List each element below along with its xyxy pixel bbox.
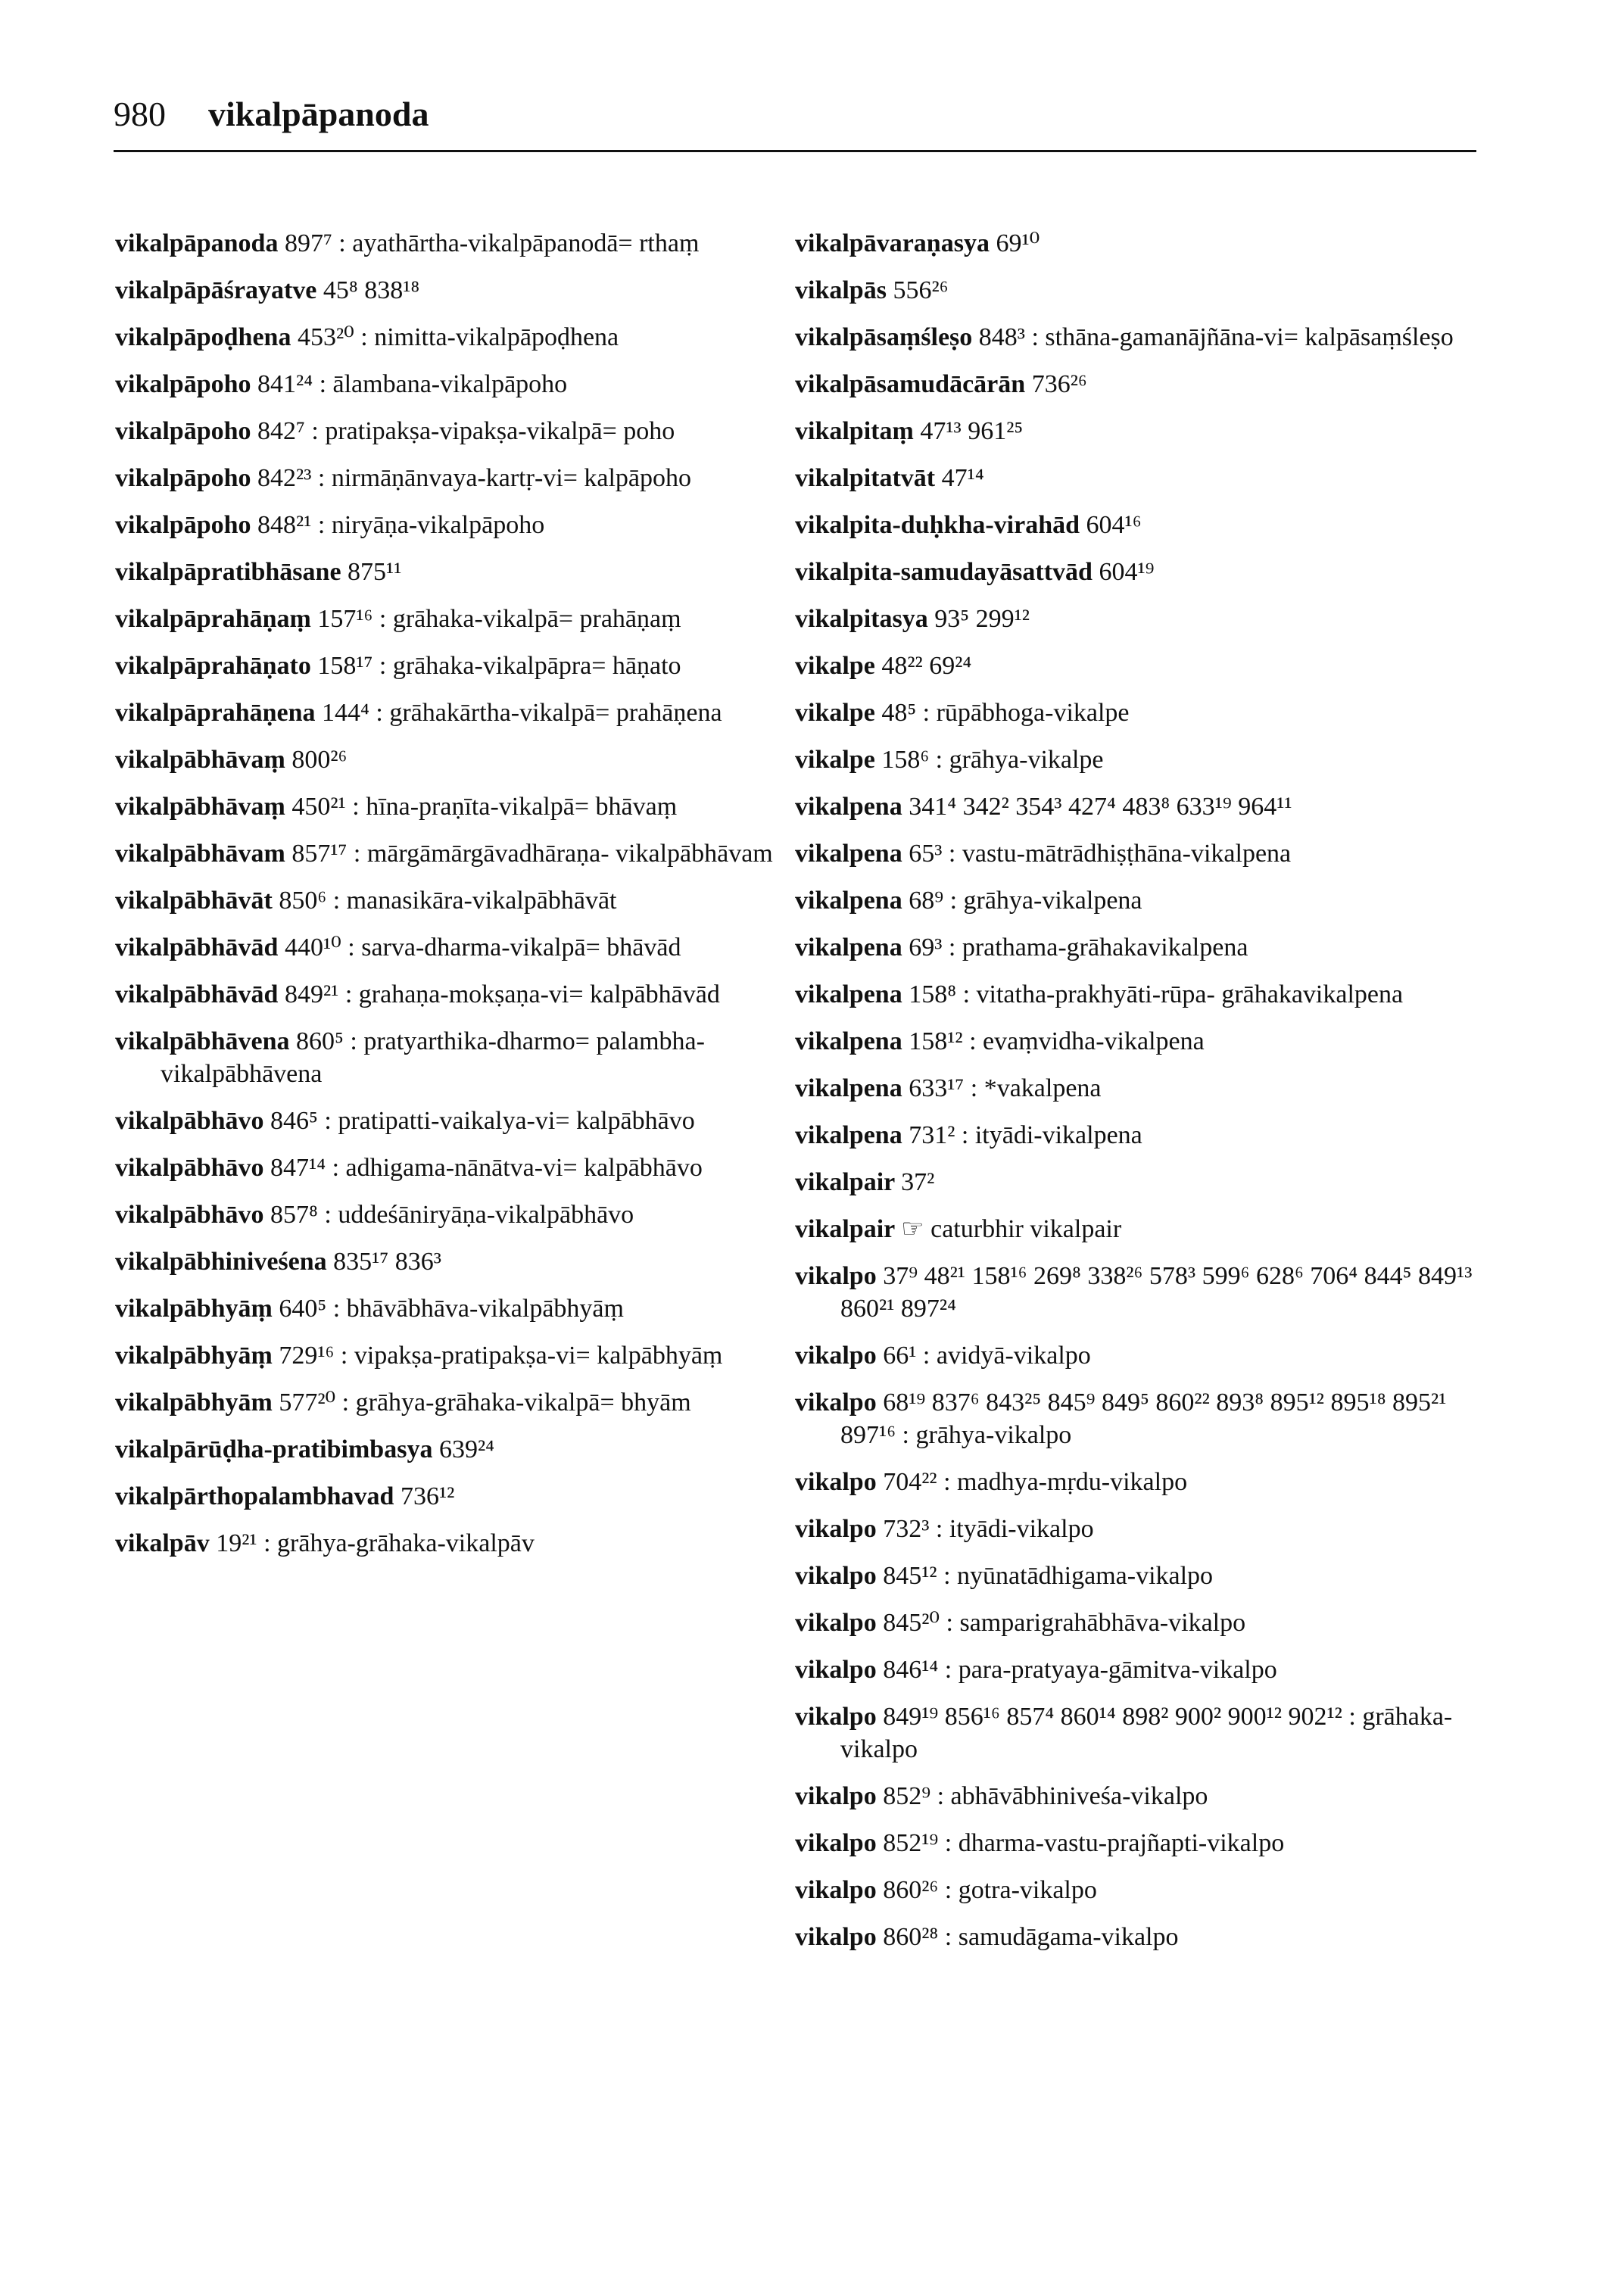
entry-reference: 846⁵ : pratipatti-vaikalya-vi= kalpābhāvo: [270, 1107, 695, 1135]
entry-reference: 157¹⁶ : grāhaka-vikalpā= prahāṇaṃ: [317, 605, 681, 633]
entry-headword: vikalpāsaṃśleṣo: [795, 323, 973, 351]
index-entry: [795, 1260, 1492, 1325]
entry-headword: vikalpāprahāṇato: [115, 652, 311, 680]
index-entry: [795, 790, 1492, 823]
entry-headword: vikalpena: [795, 933, 902, 962]
entry-headword: vikalpāprahāṇaṃ: [115, 605, 311, 633]
entry-reference: 704²² : madhya-mṛdu-vikalpo: [883, 1468, 1188, 1496]
index-entry: [115, 790, 796, 823]
index-entry: [115, 1025, 796, 1090]
entry-reference: 69¹⁰: [996, 229, 1040, 257]
entry-headword: vikalpārthopalambhavad: [115, 1482, 394, 1510]
index-entry: [795, 1700, 1492, 1766]
entry-reference: 729¹⁶ : vipakṣa-pratipakṣa-vi= kalpābhyāṃ: [279, 1342, 723, 1370]
index-entry: [795, 697, 1492, 729]
entry-headword: vikalpena: [795, 1074, 902, 1102]
index-entry: [795, 1513, 1492, 1545]
index-entry: [795, 931, 1492, 964]
index-entry: [115, 556, 796, 588]
entry-headword: vikalpāpoho: [115, 417, 251, 445]
index-entry: [795, 1653, 1492, 1686]
index-entry: [795, 1874, 1492, 1906]
index-entry: [795, 884, 1492, 917]
entry-headword: vikalpitasya: [795, 605, 928, 633]
entry-reference: 850⁶ : manasikāra-vikalpābhāvāt: [279, 887, 617, 915]
entry-reference: 842⁷ : pratipakṣa-vipakṣa-vikalpā= poho: [257, 417, 675, 445]
index-entry: [795, 743, 1492, 776]
entry-headword: vikalpo: [795, 1389, 877, 1417]
entry-reference: 45⁸ 838¹⁸: [323, 276, 420, 304]
index-entry: [115, 415, 796, 447]
entry-headword: vikalpābhāvāt: [115, 887, 273, 915]
entry-headword: vikalpo: [795, 1829, 877, 1857]
index-entry: [115, 1105, 796, 1137]
index-entry: [115, 1386, 796, 1419]
entry-headword: vikalpo: [795, 1468, 877, 1496]
entry-reference: 440¹⁰ : sarva-dharma-vikalpā= bhāvād: [284, 933, 681, 962]
entry-reference: 835¹⁷ 836³: [333, 1248, 441, 1276]
entry-headword: vikalpitaṃ: [795, 417, 914, 445]
entry-headword: vikalpās: [795, 276, 887, 304]
entry-headword: vikalpo: [795, 1342, 877, 1370]
entry-headword: vikalpābhāvo: [115, 1154, 264, 1182]
index-entry: [115, 274, 796, 307]
index-entry: [115, 1198, 796, 1231]
index-entry: [115, 509, 796, 541]
entry-headword: vikalpo: [795, 1703, 877, 1731]
entry-reference: 848²¹ : niryāṇa-vikalpāpoho: [257, 511, 545, 539]
entry-reference: 93⁵ 299¹²: [934, 605, 1030, 633]
entry-headword: vikalpena: [795, 980, 902, 1008]
entry-headword: vikalpāpāśrayatve: [115, 276, 317, 304]
entry-reference: 842²³ : nirmāṇānvaya-kartṛ-vi= kalpāpoho: [257, 464, 692, 492]
index-entry: [795, 1072, 1492, 1105]
entry-reference: 849¹⁹ 856¹⁶ 857⁴ 860¹⁴ 898² 900² 900¹² 902¹² : grāhaka-vikalpo: [840, 1703, 1453, 1763]
index-entry: [795, 1213, 1492, 1245]
index-entry: [115, 931, 796, 964]
index-entry: [795, 321, 1492, 354]
index-entry: [115, 1480, 796, 1513]
index-entry: [115, 1292, 796, 1325]
index-entry: [795, 462, 1492, 494]
entry-reference: 19²¹ : grāhya-grāhaka-vikalpāv: [216, 1529, 535, 1557]
entry-headword: vikalpena: [795, 793, 902, 821]
entry-headword: vikalpo: [795, 1515, 877, 1543]
entry-headword: vikalpāpanoda: [115, 229, 279, 257]
entry-headword: vikalpāpoho: [115, 370, 251, 398]
entry-headword: vikalpita-samudayāsattvād: [795, 558, 1093, 586]
index-entry: [795, 368, 1492, 401]
index-entry: [115, 227, 796, 260]
entry-reference: 846¹⁴ : para-pratyaya-gāmitva-vikalpo: [883, 1656, 1277, 1684]
index-entry: [795, 415, 1492, 447]
entry-reference: 847¹⁴ : adhigama-nānātva-vi= kalpābhāvo: [270, 1154, 703, 1182]
index-entry: [795, 603, 1492, 635]
entry-reference: 69³ : prathama-grāhakavikalpena: [909, 933, 1248, 962]
entry-reference: 48²² 69²⁴: [881, 652, 972, 680]
index-entry: [115, 978, 796, 1011]
entry-headword: vikalpena: [795, 840, 902, 868]
entry-reference: 845¹² : nyūnatādhigama-vikalpo: [883, 1562, 1214, 1590]
entry-headword: vikalpāpoḍhena: [115, 323, 291, 351]
entry-headword: vikalpena: [795, 887, 902, 915]
entry-reference: 577²⁰ : grāhya-grāhaka-vikalpā= bhyām: [279, 1389, 691, 1417]
entry-headword: vikalpābhyāṃ: [115, 1295, 273, 1323]
entry-headword: vikalpābhāvo: [115, 1201, 264, 1229]
entry-reference: 860²⁶ : gotra-vikalpo: [883, 1876, 1097, 1904]
index-entry: [795, 1607, 1492, 1639]
entry-reference: 633¹⁷ : *vakalpena: [909, 1074, 1102, 1102]
entry-headword: vikalpair: [795, 1215, 895, 1243]
entry-headword: vikalpe: [795, 652, 875, 680]
entry-headword: vikalpābhyām: [115, 1389, 273, 1417]
running-title: vikalpāpanoda: [208, 95, 429, 133]
entry-headword: vikalpāvaraṇasya: [795, 229, 990, 257]
index-entry: [795, 1025, 1492, 1058]
index-entry: [795, 1119, 1492, 1152]
entry-headword: vikalpābhāvaṃ: [115, 793, 285, 821]
entry-headword: vikalpāpratibhāsane: [115, 558, 341, 586]
entry-reference: 65³ : vastu-mātrādhiṣṭhāna-vikalpena: [909, 840, 1292, 868]
index-entry: [115, 650, 796, 682]
index-entry: [115, 462, 796, 494]
entry-reference: 736²⁶: [1031, 370, 1087, 398]
entry-headword: vikalpo: [795, 1609, 877, 1637]
entry-reference: 852⁹ : abhāvābhiniveśa-vikalpo: [883, 1782, 1208, 1810]
entry-headword: vikalpābhāvo: [115, 1107, 264, 1135]
entry-headword: vikalpāv: [115, 1529, 210, 1557]
entry-headword: vikalpo: [795, 1262, 877, 1290]
entry-headword: vikalpābhāvaṃ: [115, 746, 285, 774]
index-entry: [795, 556, 1492, 588]
entry-reference: 66¹ : avidyā-vikalpo: [883, 1342, 1091, 1370]
entry-headword: vikalpena: [795, 1121, 902, 1149]
index-entry: [795, 650, 1492, 682]
index-entry: [795, 509, 1492, 541]
entry-headword: vikalpe: [795, 746, 875, 774]
page-header: [114, 97, 429, 132]
index-entry: [795, 1466, 1492, 1498]
entry-headword: vikalpita-duḥkha-virahād: [795, 511, 1080, 539]
entry-reference: 736¹²: [400, 1482, 455, 1510]
entry-reference: 47¹⁴: [941, 464, 984, 492]
index-entry: [115, 743, 796, 776]
entry-reference: 158¹⁷ : grāhaka-vikalpāpra= hāṇato: [317, 652, 681, 680]
index-entry: [795, 274, 1492, 307]
entry-headword: vikalpābhāvād: [115, 980, 279, 1008]
entry-reference: 453²⁰ : nimitta-vikalpāpoḍhena: [297, 323, 619, 351]
index-entry: [795, 1560, 1492, 1592]
entry-headword: vikalpo: [795, 1562, 877, 1590]
entry-reference: 37⁹ 48²¹ 158¹⁶ 269⁸ 338²⁶ 578³ 599⁶ 628⁶ 706⁴ 844⁵ 849¹³ 860²¹ 897²⁴: [840, 1262, 1473, 1323]
page-number: 980: [114, 95, 166, 133]
entry-headword: vikalpābhāvād: [115, 933, 279, 962]
index-entry: [795, 227, 1492, 260]
entry-headword: vikalpāpoho: [115, 511, 251, 539]
entry-reference: 48⁵ : rūpābhoga-vikalpe: [881, 699, 1130, 727]
index-entry: [115, 1339, 796, 1372]
right-column: [795, 227, 1492, 1968]
index-entry: [115, 1152, 796, 1184]
entry-reference: 857⁸ : uddeśāniryāṇa-vikalpābhāvo: [270, 1201, 634, 1229]
entry-reference: 158⁸ : vitatha-prakhyāti-rūpa- grāhakavikalpena: [909, 980, 1404, 1008]
entry-reference: 450²¹ : hīna-praṇīta-vikalpā= bhāvaṃ: [291, 793, 678, 821]
entry-reference: 860⁵ : pratyarthika-dharmo= palambha-vikalpābhāvena: [161, 1027, 705, 1088]
entry-reference: 158¹² : evaṃvidha-vikalpena: [909, 1027, 1205, 1055]
entry-reference: 849²¹ : grahaṇa-mokṣaṇa-vi= kalpābhāvād: [284, 980, 720, 1008]
entry-headword: vikalpo: [795, 1656, 877, 1684]
entry-reference: 604¹⁶: [1086, 511, 1142, 539]
entry-headword: vikalpo: [795, 1782, 877, 1810]
entry-headword: vikalpitatvāt: [795, 464, 936, 492]
index-entry: [115, 368, 796, 401]
index-entry: [115, 884, 796, 917]
entry-headword: vikalpārūḍha-pratibimbasya: [115, 1435, 433, 1463]
index-entry: [115, 837, 796, 870]
header-rule: [114, 150, 1476, 152]
index-entry: [115, 697, 796, 729]
index-entry: [795, 1386, 1492, 1451]
entry-reference: ☞ caturbhir vikalpair: [901, 1215, 1122, 1243]
entry-reference: 556²⁶: [893, 276, 949, 304]
entry-reference: 639²⁴: [438, 1435, 494, 1463]
entry-reference: 341⁴ 342² 354³ 427⁴ 483⁸ 633¹⁹ 964¹¹: [909, 793, 1292, 821]
entry-headword: vikalpāprahāṇena: [115, 699, 316, 727]
entry-headword: vikalpe: [795, 699, 875, 727]
entry-reference: 848³ : sthāna-gamanājñāna-vi= kalpāsaṃśleṣo: [978, 323, 1454, 351]
entry-reference: 604¹⁹: [1099, 558, 1155, 586]
entry-headword: vikalpena: [795, 1027, 902, 1055]
entry-reference: 37²: [901, 1168, 935, 1196]
index-entry: [795, 837, 1492, 870]
entry-reference: 845²⁰ : samparigrahābhāva-vikalpo: [883, 1609, 1246, 1637]
index-entry: [115, 1245, 796, 1278]
entry-reference: 860²⁸ : samudāgama-vikalpo: [883, 1923, 1179, 1951]
entry-reference: 732³ : ityādi-vikalpo: [883, 1515, 1094, 1543]
entry-reference: 800²⁶: [291, 746, 348, 774]
index-entry: [115, 1433, 796, 1466]
entry-reference: 47¹³ 961²⁵: [920, 417, 1024, 445]
entry-headword: vikalpābhyāṃ: [115, 1342, 273, 1370]
index-entry: [795, 1921, 1492, 1953]
entry-headword: vikalpābhiniveśena: [115, 1248, 327, 1276]
entry-headword: vikalpābhāvena: [115, 1027, 290, 1055]
index-entry: [115, 1527, 796, 1560]
left-column: [115, 227, 796, 1574]
index-entry: [795, 978, 1492, 1011]
entry-headword: vikalpāpoho: [115, 464, 251, 492]
entry-reference: 158⁶ : grāhya-vikalpe: [881, 746, 1104, 774]
entry-reference: 68⁹ : grāhya-vikalpena: [909, 887, 1142, 915]
entry-reference: 640⁵ : bhāvābhāva-vikalpābhyāṃ: [279, 1295, 624, 1323]
entry-headword: vikalpo: [795, 1923, 877, 1951]
index-entry: [115, 603, 796, 635]
index-entry: [795, 1166, 1492, 1198]
entry-reference: 897⁷ : ayathārtha-vikalpāpanodā= rthaṃ: [284, 229, 700, 257]
index-entry: [795, 1780, 1492, 1812]
entry-headword: vikalpāsamudācārān: [795, 370, 1026, 398]
index-entry: [795, 1827, 1492, 1859]
index-entry: [795, 1339, 1492, 1372]
entry-reference: 852¹⁹ : dharma-vastu-prajñapti-vikalpo: [883, 1829, 1285, 1857]
entry-headword: vikalpābhāvam: [115, 840, 285, 868]
entry-reference: 841²⁴ : ālambana-vikalpāpoho: [257, 370, 568, 398]
entry-reference: 68¹⁹ 837⁶ 843²⁵ 845⁹ 849⁵ 860²² 893⁸ 895¹² 895¹⁸ 895²¹ 897¹⁶ : grāhya-vikalpo: [840, 1389, 1447, 1449]
index-entry: [115, 321, 796, 354]
entry-headword: vikalpo: [795, 1876, 877, 1904]
entry-reference: 875¹¹: [348, 558, 402, 586]
entry-reference: 857¹⁷ : mārgāmārgāvadhāraṇa- vikalpābhāvam: [291, 840, 773, 868]
entry-reference: 731² : ityādi-vikalpena: [909, 1121, 1142, 1149]
entry-reference: 144⁴ : grāhakārtha-vikalpā= prahāṇena: [322, 699, 722, 727]
entry-headword: vikalpair: [795, 1168, 895, 1196]
